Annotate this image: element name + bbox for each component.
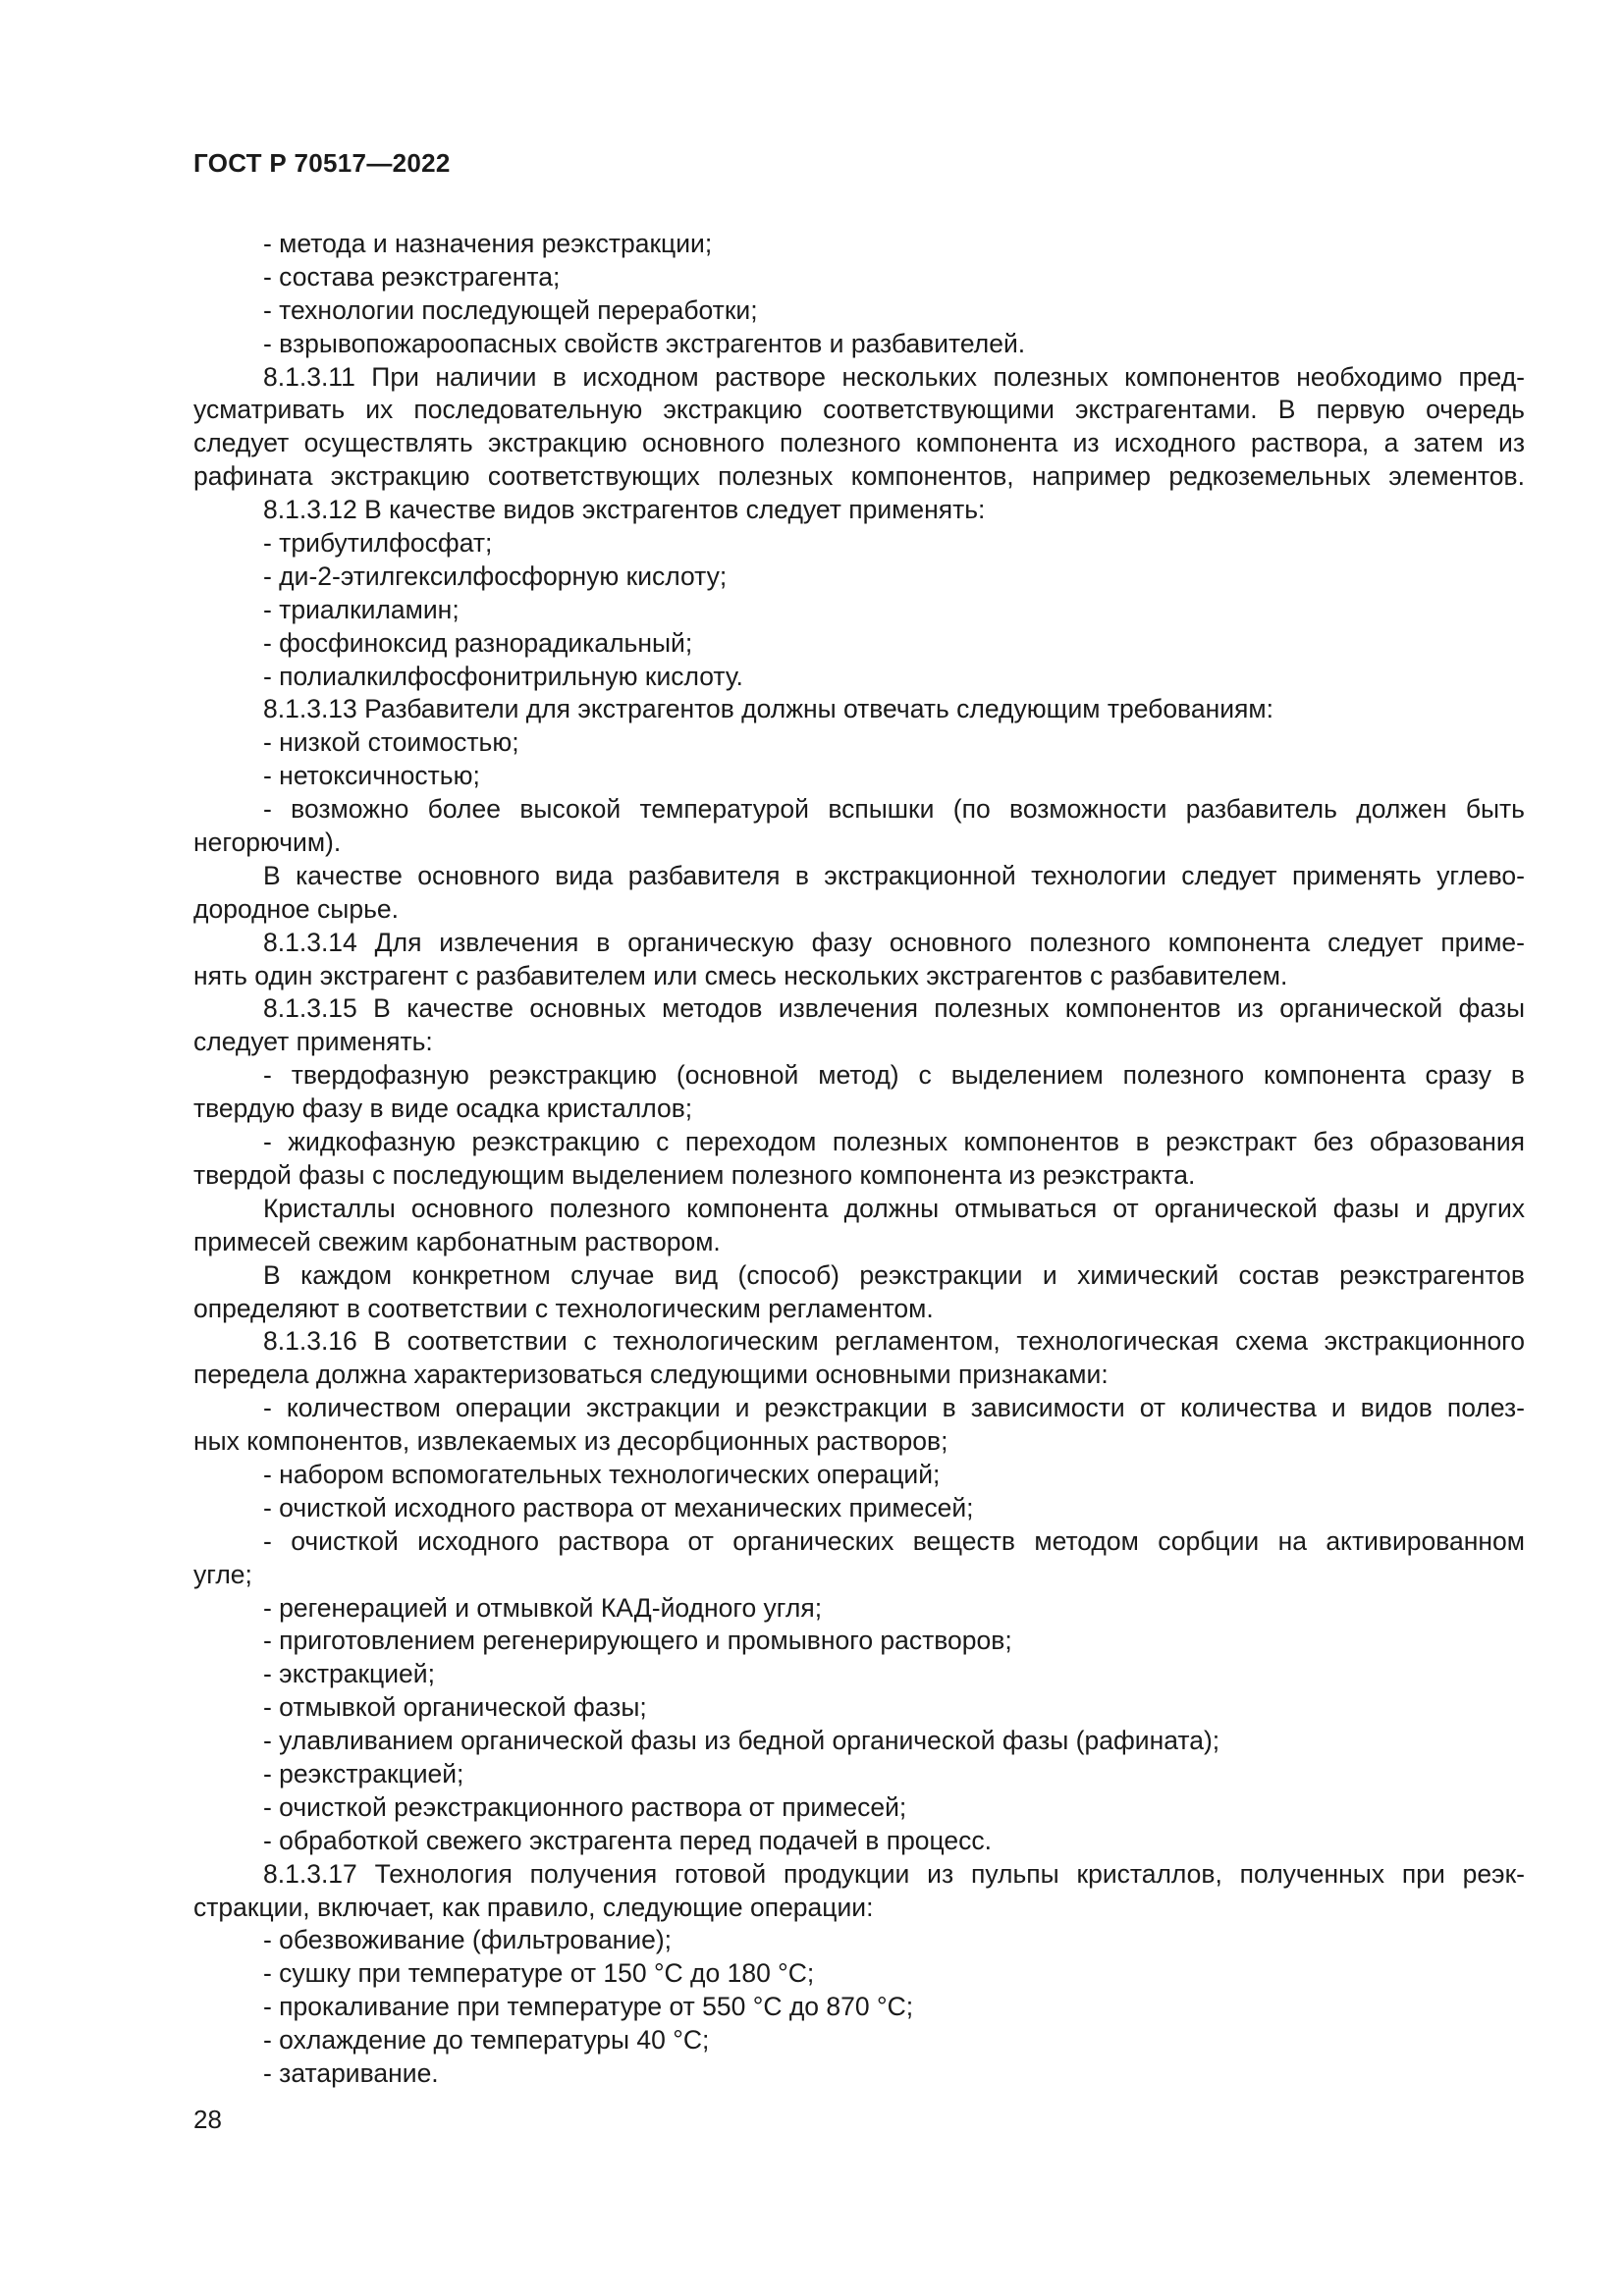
paragraph-line: следует применять: [193,1027,433,1057]
paragraph-line: ных компонентов, извлекаемых из десорбционных растворов; [193,1426,948,1457]
list-item: - прокаливание при температуре от 550 °С до 870 °С; [263,1992,914,2022]
list-item: - охлаждение до температуры 40 °С; [263,2025,710,2056]
list-item: - обезвоживание (фильтрование); [263,1925,673,1955]
list-item: - затаривание. [263,2057,439,2088]
paragraph-line: передела должна характеризоваться следующими основными признаками: [193,1360,1109,1390]
list-item: - состава реэкстрагента; [263,261,561,292]
list-item: - отмывкой органической фазы; [263,1692,647,1723]
list-item: - фосфиноксид разнорадикальный; [263,627,693,658]
document-body [193,228,1525,2091]
paragraph-line: 8.1.3.15 В качестве основных методов извлечения полезных компонентов из органической фазы [263,993,1525,1024]
list-item: - жидкофазную реэкстракцию с переходом полезных компонентов в реэкстракт без образования [263,1127,1525,1157]
paragraph-line: примесей свежим карбонатным раствором. [193,1226,721,1256]
paragraph-line: 8.1.3.12 В качестве видов экстрагентов следует применять: [263,495,986,525]
list-item: - технологии последующей переработки; [263,294,758,325]
paragraph-line: рафината экстракцию соответствующих полезных компонентов, например редкоземельных элементов. [193,461,1525,492]
list-item: - очисткой исходного раствора от механических примесей; [263,1492,974,1522]
list-item: - очисткой исходного раствора от органических веществ методом сорбции на активированном [263,1525,1525,1556]
paragraph-line: нять один экстрагент с разбавителем или смесь нескольких экстрагентов с разбавителем. [193,960,1288,990]
list-item: - обработкой свежего экстрагента перед подачей в процесс. [263,1825,993,1855]
list-item: - сушку при температуре от 150 °С до 180 °С; [263,1958,815,1989]
list-item: - трибутилфосфат; [263,528,493,559]
list-item: - взрывопожароопасных свойств экстрагентов и разбавителей. [263,328,1026,358]
paragraph-line: негорючим). [193,828,342,858]
paragraph-line: 8.1.3.11 При наличии в исходном растворе нескольких полезных компонентов необходимо пред- [263,361,1525,392]
page-number: 28 [193,2105,222,2134]
paragraph-line: следует осуществлять экстракцию основного полезного компонента из исходного раствора, а затем из [193,428,1525,458]
list-item: - ди-2-этилгексилфосфорную кислоту; [263,561,728,591]
paragraph-line: стракции, включает, как правило, следующие операции: [193,1892,874,1922]
list-item: - полиалкилфосфонитрильную кислоту. [263,661,743,691]
standard-code-header: ГОСТ Р 70517—2022 [193,148,451,178]
list-item: - приготовлением регенерирующего и промывного растворов; [263,1626,1012,1656]
list-item: - экстракцией; [263,1659,435,1689]
list-item: - набором вспомогательных технологических операций; [263,1459,941,1489]
list-item: - возможно более высокой температурой вспышки (по возможности разбавитель должен быть [263,794,1525,825]
list-item: - очисткой реэкстракционного раствора от примесей; [263,1791,907,1822]
paragraph-line: усматривать их последовательную экстракцию соответствующими экстрагентами. В первую очередь [193,395,1525,425]
paragraph-line: 8.1.3.13 Разбавители для экстрагентов должны отвечать следующим требованиям: [263,694,1273,724]
list-item: - улавливанием органической фазы из бедной органической фазы (рафината); [263,1726,1220,1756]
paragraph-line: угле; [193,1559,252,1589]
list-item: - низкой стоимостью; [263,727,519,758]
paragraph-line: определяют в соответствии с технологическим регламентом. [193,1293,934,1323]
list-item: - триалкиламин; [263,594,460,624]
list-item: - твердофазную реэкстракцию (основной метод) с выделением полезного компонента сразу в [263,1060,1525,1091]
list-item: - нетоксичностью; [263,761,480,791]
list-item: - регенерацией и отмывкой КАД-йодного угля; [263,1592,823,1623]
list-item: - количеством операции экстракции и реэкстракции в зависимости от количества и видов полез- [263,1393,1525,1423]
paragraph-line: 8.1.3.14 Для извлечения в органическую фазу основного полезного компонента следует приме- [263,927,1525,957]
paragraph-line: 8.1.3.16 В соответствии с технологическим регламентом, технологическая схема экстракционного [263,1326,1525,1357]
paragraph-line: В каждом конкретном случае вид (способ) реэкстракции и химический состав реэкстрагентов [263,1259,1525,1290]
paragraph-line: В качестве основного вида разбавителя в экстракционной технологии следует применять углево- [263,860,1525,890]
paragraph-line: дородное сырье. [193,893,399,924]
paragraph-line: 8.1.3.17 Технология получения готовой продукции из пульпы кристаллов, полученных при реэк- [263,1858,1525,1889]
paragraph-line: Кристаллы основного полезного компонента должны отмываться от органической фазы и других [263,1193,1525,1223]
list-item: - метода и назначения реэкстракции; [263,229,713,258]
paragraph-line: твердой фазы с последующим выделением полезного компонента из реэкстракта. [193,1159,1196,1190]
list-item: - реэкстракцией; [263,1758,464,1789]
paragraph-line: твердую фазу в виде осадка кристаллов; [193,1094,693,1124]
